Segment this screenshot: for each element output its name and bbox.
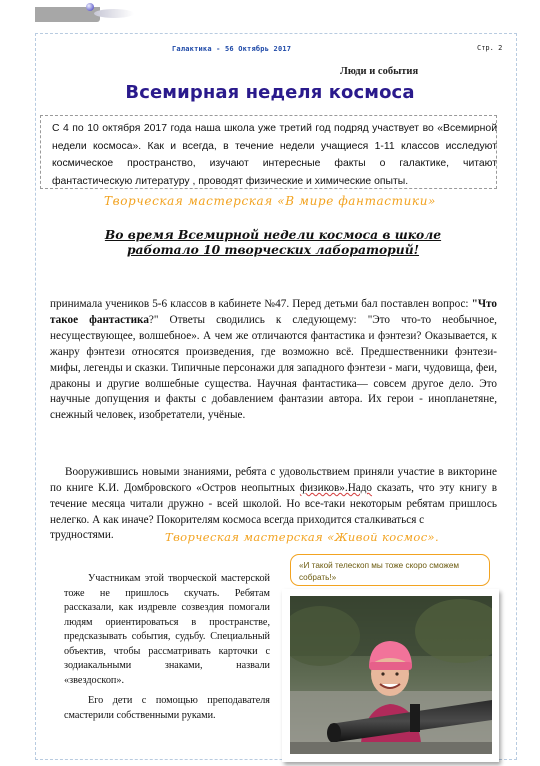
article-title: Всемирная неделя космоса <box>125 82 415 103</box>
paragraph-quiz-start: Вооружившись новыми знаниями, ребята с удовольствием приняли участие в викторине по книге К.И. Домбровского «Остров неопытных <box>50 466 497 494</box>
paragraph-quiz-rest: сказать, что эту книгу в течение месяца читали дружно - всей школой. Но все-таки некоторым ребятам пришлось нелегко. А как иначе? Покорителям космоса всегда приходится сталкиваться с <box>50 481 497 526</box>
column-paragraph-1: Участникам этой творческой мастерской тоже не пришлось скучать. Ребятам рассказали, как издревле созвездия помогали людям ориентироваться в пространстве, предсказывать события, судьбу. Специальный объектив, чтобы рассматривать карточки с зодиакальными знаками, назвали «звездоскоп». <box>64 573 270 686</box>
paragraph-fantasy <box>50 297 497 424</box>
issue-header: Галактика - 56 Октябрь 2017 <box>172 45 292 53</box>
paragraph-fantasy-rest: ?" Ответы сводились к следующему: "Это что-то необычное, несуществующее, волшебное». А чем же отличаются фантастика и фэнтези? Оказывается, к жанру фэнтези относятся произведения, где возможно всё. Предшественники фэнтези- мифы, легенды и сказки. Типичные персонажи для западного фэнтези - маги, чудовища, феи, драконы и другие волшебные существа. Научная фантастика— совсем другое дело. Это научные допущения и факты с добавлением фантазии автора. Их герои - инопланетяне, снежный человек, изобретатели, учёные. <box>50 313 497 422</box>
page-number: Стр. 2 <box>477 44 503 52</box>
paragraph-fantasy-question: "Что такое фантастика <box>50 298 497 326</box>
section-title: Люди и события <box>340 66 419 77</box>
paragraph-quiz-end: трудностями. <box>50 529 114 541</box>
intro-text: С 4 по 10 октября 2017 года наша школа уже третий год подряд участвует во «Всемирной недели космоса». Как и всегда, в течение недели учащиеся 1-11 классов исследуют космическое пространство, изучают интересные факты о галактике, читают фантастическую литературу , проводят физические и химические опыты. <box>52 123 497 187</box>
paragraph-quiz <box>50 465 497 529</box>
spellcheck-word: физиков».Надо <box>299 481 373 494</box>
workshop-heading-live-space: Творческая мастерская «Живой космос». <box>165 530 440 544</box>
photo-caption-callout: «И такой телескоп мы тоже скоро сможем собрать!» <box>290 554 490 586</box>
planet-logo-icon <box>86 3 94 11</box>
workshop-column <box>64 572 270 723</box>
comet-tail-decoration <box>94 9 134 18</box>
subheading: Во время Всемирной недели космоса в школе работало 10 творческих лабораторий! <box>104 227 442 257</box>
paragraph-fantasy-start: принимала учеников 5-6 классов в кабинете №47. Перед детьми бал поставлен вопрос: <box>50 298 472 310</box>
girl-with-telescope-photo <box>290 596 492 754</box>
workshop-heading-fantasy: Творческая мастерская «В мире фантастики» <box>104 194 436 208</box>
column-paragraph-2: Его дети с помощью преподавателя смастерили собственными руками. <box>64 695 270 721</box>
